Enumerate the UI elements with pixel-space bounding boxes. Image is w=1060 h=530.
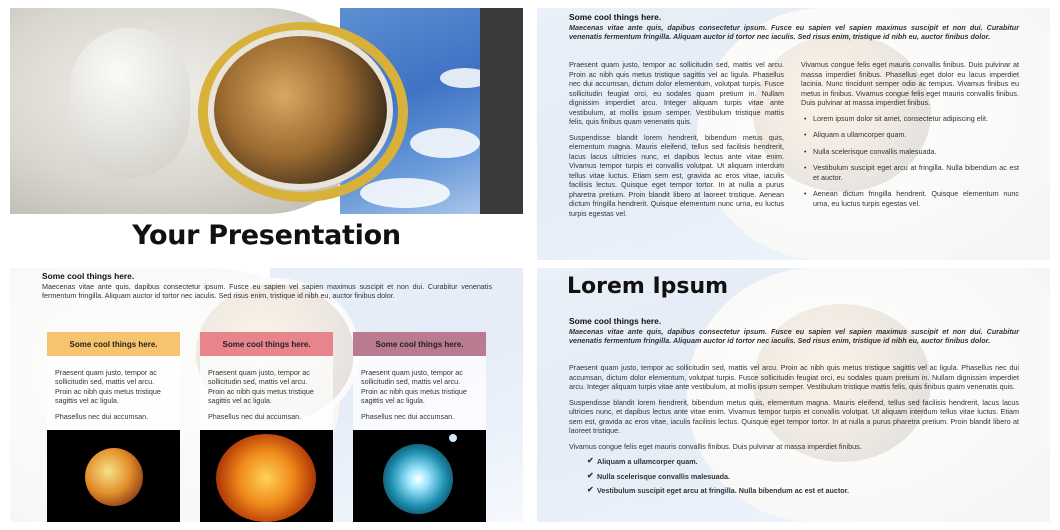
paragraph: Praesent quam justo, tempor ac sollicitudin sed, mattis vel arcu. Proin ac nibh quis metus tristique sagittis vel ac ligula. Phasellus nec dui accumsan, dictum dolor elementum, volutpat turpis. Fusce sollicitudin feugiat orci, eu sodales quam pretium in. Nullam dignissim imperdiet arcu. Integer aliquam turpis vitae ante vestibulum, at mollis ipsum semper. Vestibulum tristique mattis felis, quis finibus quam venenatis quis. — [569, 363, 1019, 391]
list-item: ✔ Vestibulum suscipit eget arcu at fringilla. Nulla bibendum ac est et auctor. — [587, 485, 850, 495]
body-text — [569, 363, 1019, 501]
intro-text: Maecenas vitae ante quis, dapibus consectetur ipsum. Fusce eu sapien vel sapien maximus suscipit et non dui. Curabitur venenatis fermentum fringilla. Aliquam auctor id tortor nec iaculis. Sed risus enim, tristique id nibh eu, auctor finibus dolor. — [569, 23, 1019, 42]
paragraph: Vivamus congue felis eget mauris convallis finibus. Duis pulvinar at massa imperdiet finibus. Phasellus eget dolor eu lacus imperdiet lacinia. Nunc tincidunt semper odio ac tempus. Vivamus finibus eu metus in finibus. Vivamus congue felis eget mauris convallis finibus. Duis pulvinar at massa imperdiet finibus. — [801, 60, 1019, 107]
checkmark-icon: ✔ — [587, 470, 594, 480]
slide-lorem-ipsum[interactable] — [537, 268, 1050, 522]
paragraph: Suspendisse blandit lorem hendrerit, bibendum metus quis, elementum magna. Mauris eleifend, tellus sed facilisis hendrerit, lacus lacus ultricies nunc, et dapibus lectus ante vitae enim. Vivamus tempor turpis et convallis volutpat. Ut aliquam interdum tellus vitae luctus. Etiam sem est, gravida ac eros vitae, iaculis facilisis lectus. Quisque eget tempor tortor. In at nulla a purus pharetra pretium. Proin blandit libero at laoreet tristique. Aenean dictum fringilla hendrerit. Quisque elementum nunc urna, eu luctus turpis egestas vel. — [569, 132, 784, 218]
left-column — [569, 60, 784, 224]
slide-title[interactable] — [10, 8, 523, 260]
paragraph: Vivamus congue felis eget mauris convallis finibus. Duis pulvinar at massa imperdiet finibus. — [569, 441, 862, 451]
paragraph: Praesent quam justo, tempor ac sollicitudin sed, mattis vel arcu. Proin ac nibh quis metus tristique sagittis vel ac ligula. Phasellus nec dui accumsan, dictum dolor elementum, volutpat turpis. Fusce sollicitudin feugiat orci, eu sodales quam pretium in. Nullam dignissim imperdiet arcu. Integer aliquam turpis vitae ante vestibulum, at mollis ipsum semper. Vestibulum tristique mattis felis, quis finibus quam venenatis quis. — [569, 60, 784, 126]
astronaut-photo — [10, 8, 523, 214]
list-item: ✔ Aliquam a ullamcorper quam. — [587, 456, 698, 466]
paragraph: Suspendisse blandit lorem hendrerit, bibendum metus quis, elementum magna. Mauris eleifend, tellus sed facilisis hendrerit, lacus lacus ultricies nunc, et dapibus lectus ante vitae enim. Vivamus tempor turpis et convallis volutpat. Ut aliquam interdum tellus vitae luctus. Etiam sem est, gravida ac eros vitae, iaculis facilisis lectus. Quisque eget tempor tortor. In at nulla a purus pharetra pretium. Proin blandit libero at laoreet tristique. — [569, 397, 1019, 435]
list-item: • Vestibulum suscipit eget arcu at fringilla. Nulla bibendum ac est et auctor. — [801, 163, 1019, 182]
list-item: ✔ Nulla scelerisque convallis malesuada. — [587, 470, 731, 481]
column-subtext: Phasellus nec dui accumsan. — [361, 412, 455, 422]
intro-text: Maecenas vitae ante quis, dapibus consectetur ipsum. Fusce eu sapien vel sapien maximus suscipit et non dui. Curabitur venenatis fermentum fringilla. Aliquam auctor id tortor nec iaculis. Sed risus enim, tristique id nibh eu, auctor finibus dolor. — [42, 282, 492, 301]
column-header: Some cool things here. — [353, 332, 486, 356]
planet-image — [47, 430, 180, 522]
intro-text: Maecenas vitae ante quis, dapibus consectetur ipsum. Fusce eu sapien vel sapien maximus suscipit et non dui. Curabitur venenatis fermentum fringilla. Aliquam auctor id tortor nec iaculis. Sed risus enim, tristique id nibh eu, auctor finibus dolor. — [569, 327, 1019, 346]
column-header: Some cool things here. — [47, 332, 180, 356]
column-subtext: Phasellus nec dui accumsan. — [55, 412, 149, 422]
column-header: Some cool things here. — [200, 332, 333, 356]
slide-text-two-columns[interactable] — [537, 8, 1050, 260]
slide-heading: Some cool things here. — [569, 316, 662, 326]
list-item: • Aliquam a ullamcorper quam. — [801, 130, 1019, 140]
slide-heading: Some cool things here. — [569, 12, 662, 22]
star-image — [353, 430, 486, 522]
sun-image — [200, 430, 333, 522]
column-card — [200, 332, 333, 522]
list-item: • Nulla scelerisque convallis malesuada. — [801, 147, 1019, 157]
checkmark-icon: ✔ — [587, 485, 594, 494]
column-card — [47, 332, 180, 522]
list-item: • Aenean dictum fringilla hendrerit. Quisque elementum nunc urna, eu luctus turpis egestas vel. — [801, 189, 1019, 208]
bullet-list — [801, 114, 1019, 209]
column-subtext: Phasellus nec dui accumsan. — [208, 412, 302, 422]
column-card — [353, 332, 486, 522]
slide-title: Lorem Ipsum — [567, 274, 729, 299]
column-text: Praesent quam justo, tempor ac sollicitudin sed, mattis vel arcu. Proin ac nibh quis metus tristique sagittis vel ac ligula. — [208, 368, 314, 406]
right-column — [801, 60, 1019, 215]
column-text: Praesent quam justo, tempor ac sollicitudin sed, mattis vel arcu. Proin ac nibh quis metus tristique sagittis vel ac ligula. — [55, 368, 161, 406]
checkmark-icon: ✔ — [587, 456, 594, 465]
slide-heading: Some cool things here. — [42, 271, 135, 281]
checklist — [569, 457, 1019, 496]
slide-three-columns[interactable] — [10, 268, 523, 522]
presentation-title: Your Presentation — [132, 220, 401, 251]
column-text: Praesent quam justo, tempor ac sollicitudin sed, mattis vel arcu. Proin ac nibh quis metus tristique sagittis vel ac ligula. — [361, 368, 467, 406]
list-item: • Lorem ipsum dolor sit amet, consectetur adipiscing elit. — [801, 114, 1019, 124]
